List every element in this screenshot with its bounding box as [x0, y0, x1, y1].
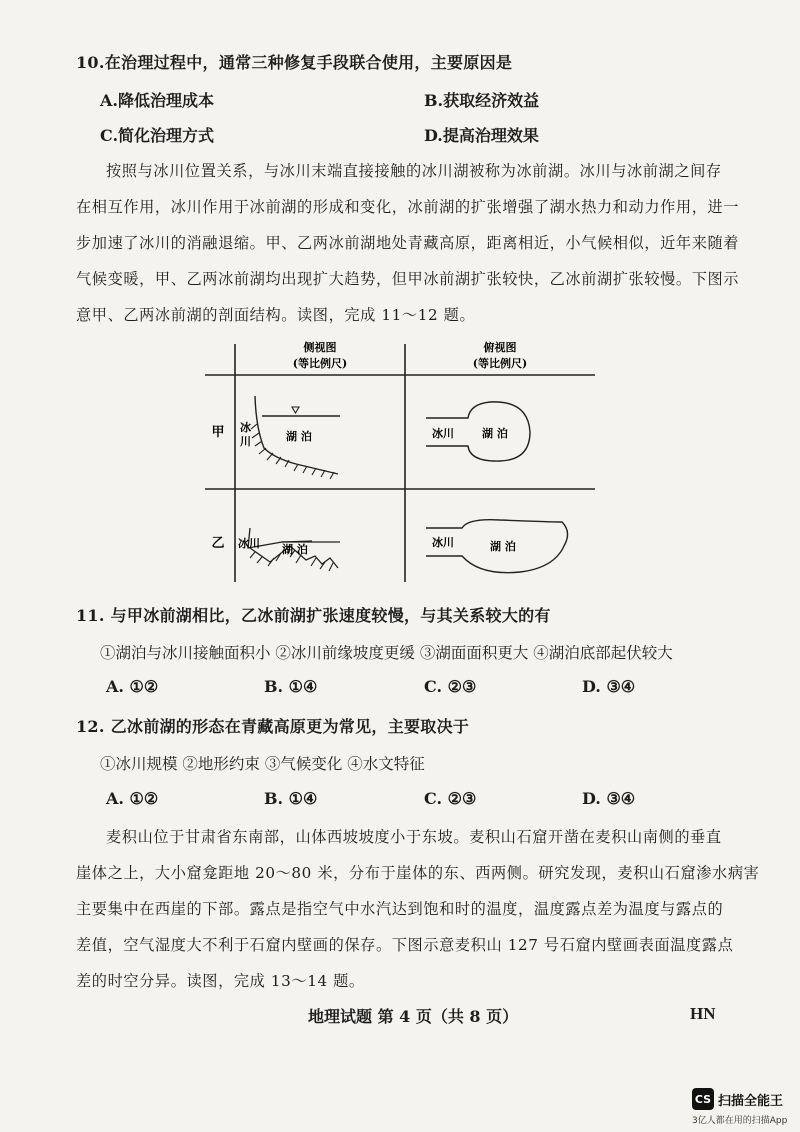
top-view-subtitle: (等比例尺): [472, 357, 528, 370]
row-label-yi: 乙: [211, 536, 225, 551]
yi-side-view: [238, 528, 340, 571]
scanner-tagline: 3亿人都在用的扫描App: [692, 1116, 788, 1126]
passage1-line-4: 气候变暖，甲、乙两冰前湖均出现扩大趋势，但甲冰前湖扩张较快，乙冰前湖扩张较慢。下图示: [76, 270, 740, 288]
passage2-line-1: 麦积山位于甘肃省东南部，山体西坡坡度小于东坡。麦积山石窟开凿在麦积山南侧的垂直: [106, 828, 722, 846]
row-label-jia: 甲: [211, 425, 225, 440]
jia-side-glacier-label-2: 川: [240, 435, 251, 448]
jia-side-lake-label: 湖 泊: [286, 430, 312, 443]
q12-option-b: B. ①④: [264, 789, 318, 808]
q11-option-d: D. ③④: [582, 677, 636, 696]
jia-top-glacier-label: 冰川: [432, 427, 454, 440]
top-view-title: 俯视图: [483, 341, 517, 354]
yi-top-lake-label: 湖 泊: [490, 540, 516, 553]
q11-items: ①湖泊与冰川接触面积小 ②冰川前缘坡度更缓 ③湖面面积更大 ④湖泊底部起伏较大: [100, 644, 673, 662]
q11-option-a: A. ①②: [106, 677, 159, 696]
passage1-line-3: 步加速了冰川的消融退缩。甲、乙两冰前湖地处青藏高原，距离相近，小气候相似，近年来随着: [76, 234, 740, 252]
q10-option-c: C.简化治理方式: [100, 126, 215, 145]
q11-option-b: B. ①④: [264, 677, 318, 696]
q11-option-c: C. ②③: [424, 677, 477, 696]
q10-option-a: A.降低治理成本: [100, 91, 214, 110]
passage1-line-2: 在相互作用，冰川作用于冰前湖的形成和变化，冰前湖的扩张增强了湖水热力和动力作用，进一: [76, 198, 740, 216]
jia-top-lake-label: 湖 泊: [482, 427, 508, 440]
q12-option-c: C. ②③: [424, 789, 477, 808]
water-level-icon: [292, 407, 299, 413]
passage2-line-2: 崖体之上，大小窟龛距地 20～80 米，分布于崖体的东、西两侧。研究发现，麦积山石窟渗水病害: [76, 864, 760, 882]
q12-option-a: A. ①②: [106, 789, 159, 808]
side-view-subtitle: (等比例尺): [292, 357, 348, 370]
q12-option-d: D. ③④: [582, 789, 636, 808]
passage1-line-5: 意甲、乙两冰前湖的剖面结构。读图，完成 11～12 题。: [76, 306, 476, 324]
q12-stem: 12. 乙冰前湖的形态在青藏高原更为常见，主要取决于: [76, 717, 470, 736]
jia-top-view: [426, 402, 530, 461]
q10-option-b: B.获取经济效益: [424, 91, 540, 110]
q11-stem: 11. 与甲冰前湖相比，乙冰前湖扩张速度较慢，与其关系较大的有: [76, 606, 551, 625]
q10-stem: 10.在治理过程中，通常三种修复手段联合使用，主要原因是: [76, 53, 513, 72]
yi-side-glacier-label: 冰川: [238, 537, 260, 550]
glacier-lake-figure: [200, 336, 600, 588]
yi-side-lake-label: 湖 泊: [282, 543, 308, 556]
passage2-line-3: 主要集中在西崖的下部。露点是指空气中水汽达到饱和时的温度，温度露点差为温度与露点的: [76, 900, 724, 918]
region-code: HN: [690, 1004, 716, 1023]
passage1-line-1: 按照与冰川位置关系，与冰川末端直接接触的冰川湖被称为冰前湖。冰川与冰前湖之间存: [106, 162, 722, 180]
jia-side-view: [240, 396, 340, 479]
passage2-line-4: 差值，空气湿度大不利于石窟内壁画的保存。下图示意麦积山 127 号石窟内壁画表面温度露点: [76, 936, 734, 954]
q12-items: ①冰川规模 ②地形约束 ③气候变化 ④水文特征: [100, 755, 425, 773]
page-footer: 地理试题 第 4 页（共 8 页）: [308, 1007, 519, 1026]
jia-side-glacier-label-1: 冰: [240, 421, 251, 434]
passage2-line-5: 差的时空分异。读图，完成 13～14 题。: [76, 972, 365, 990]
camscanner-logo: CS: [692, 1088, 714, 1110]
q10-option-d: D.提高治理效果: [424, 126, 539, 145]
yi-top-glacier-label: 冰川: [432, 536, 454, 549]
scanner-name: 扫描全能王: [718, 1093, 784, 1109]
side-view-title: 侧视图: [303, 341, 337, 354]
scanner-watermark: [692, 1088, 783, 1110]
yi-top-view: [426, 520, 568, 573]
